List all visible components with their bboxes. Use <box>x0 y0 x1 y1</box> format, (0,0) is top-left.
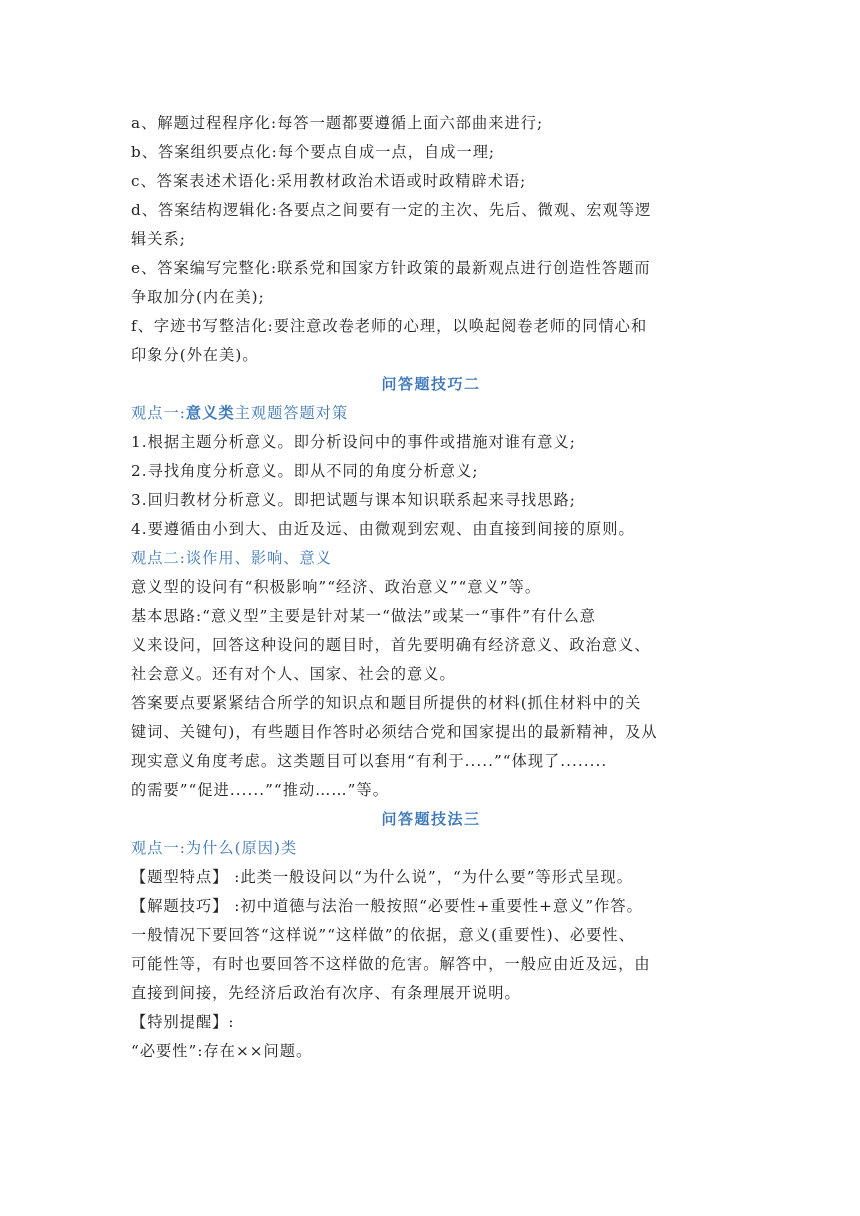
text-line: “必要性”:存在××问题。 <box>131 1042 313 1060</box>
text-line: 现实意义角度考虑。这类题目可以套用“有利于.....”“体现了........ <box>131 752 608 770</box>
document-content <box>131 109 731 1066</box>
text-line: 【解题技巧】 :初中道德与法治一般按照“必要性+重要性+意义”作答。 <box>131 897 643 915</box>
text-line: e、答案编写完整化:联系党和国家方针政策的最新观点进行创造性答题而 <box>131 259 651 277</box>
text-line: 社会意义。还有对个人、国家、社会的意义。 <box>131 665 456 683</box>
viewpoint-suffix: 主观题答题对策 <box>234 404 349 422</box>
text-line: 键词、关键句)，有些题目作答时必须结合党和国家提出的最新精神，及从 <box>131 723 658 741</box>
text-line: 2.寻找角度分析意义。即从不同的角度分析意义; <box>131 462 479 480</box>
text-line: 一般情况下要回答“这样说”“这样做”的依据，意义(重要性)、必要性、 <box>131 926 635 944</box>
text-line: 的需要”“促进......”“推动……”等。 <box>131 781 389 799</box>
text-line: 可能性等，有时也要回答不这样做的危害。解答中，一般应由近及远，由 <box>131 955 651 973</box>
viewpoint-prefix: 观点一: <box>131 404 186 422</box>
text-line: 印象分(外在美)。 <box>131 346 259 364</box>
text-line: 直接到间接，先经济后政治有次序、有条理展开说明。 <box>131 984 521 1002</box>
viewpoint-heading: 观点一:为什么(原因)类 <box>131 839 298 857</box>
text-line: 争取加分(内在美); <box>131 288 265 306</box>
text-line: d、答案结构逻辑化:各要点之间要有一定的主次、先后、微观、宏观等逻 <box>131 201 652 219</box>
text-line: 答案要点要紧紧结合所学的知识点和题目所提供的材料(抓住材料中的关 <box>131 694 642 712</box>
section-heading: 问答题技法三 <box>381 810 481 828</box>
viewpoint-heading: 观点二:谈作用、影响、意义 <box>131 549 333 567</box>
text-line: 4.要遵循由小到大、由近及远、由微观到宏观、由直接到间接的原则。 <box>131 520 635 538</box>
text-line: 辑关系; <box>131 230 186 248</box>
viewpoint-bold-term: 意义类 <box>185 404 235 422</box>
text-line: f、字迹书写整洁化:要注意改卷老师的心理，以唤起阅卷老师的同情心和 <box>131 317 648 335</box>
text-line: 义来设问，回答这种设问的题目时，首先要明确有经济意义、政治意义、 <box>131 636 651 654</box>
text-line: 【特别提醒】: <box>131 1013 235 1031</box>
viewpoint-heading <box>131 399 731 428</box>
text-line: 3.回归教材分析意义。即把试题与课本知识联系起来寻找思路; <box>131 491 576 509</box>
section-heading: 问答题技巧二 <box>381 375 481 393</box>
text-line: a、解题过程程序化:每答一题都要遵循上面六部曲来进行; <box>131 114 544 132</box>
text-line: 基本思路:“意义型”主要是针对某一“做法”或某一“事件”有什么意 <box>131 607 596 625</box>
text-line: b、答案组织要点化:每个要点自成一点，自成一理; <box>131 143 496 161</box>
text-line: c、答案表述术语化:采用教材政治术语或时政精辟术语; <box>131 172 527 190</box>
text-line: 【题型特点】 :此类一般设问以“为什么说”，“为什么要”等形式呈现。 <box>131 868 633 886</box>
text-line: 意义型的设问有“积极影响”“经济、政治意义”“意义”等。 <box>131 578 542 596</box>
text-line: 1.根据主题分析意义。即分析设问中的事件或措施对谁有意义; <box>131 433 576 451</box>
